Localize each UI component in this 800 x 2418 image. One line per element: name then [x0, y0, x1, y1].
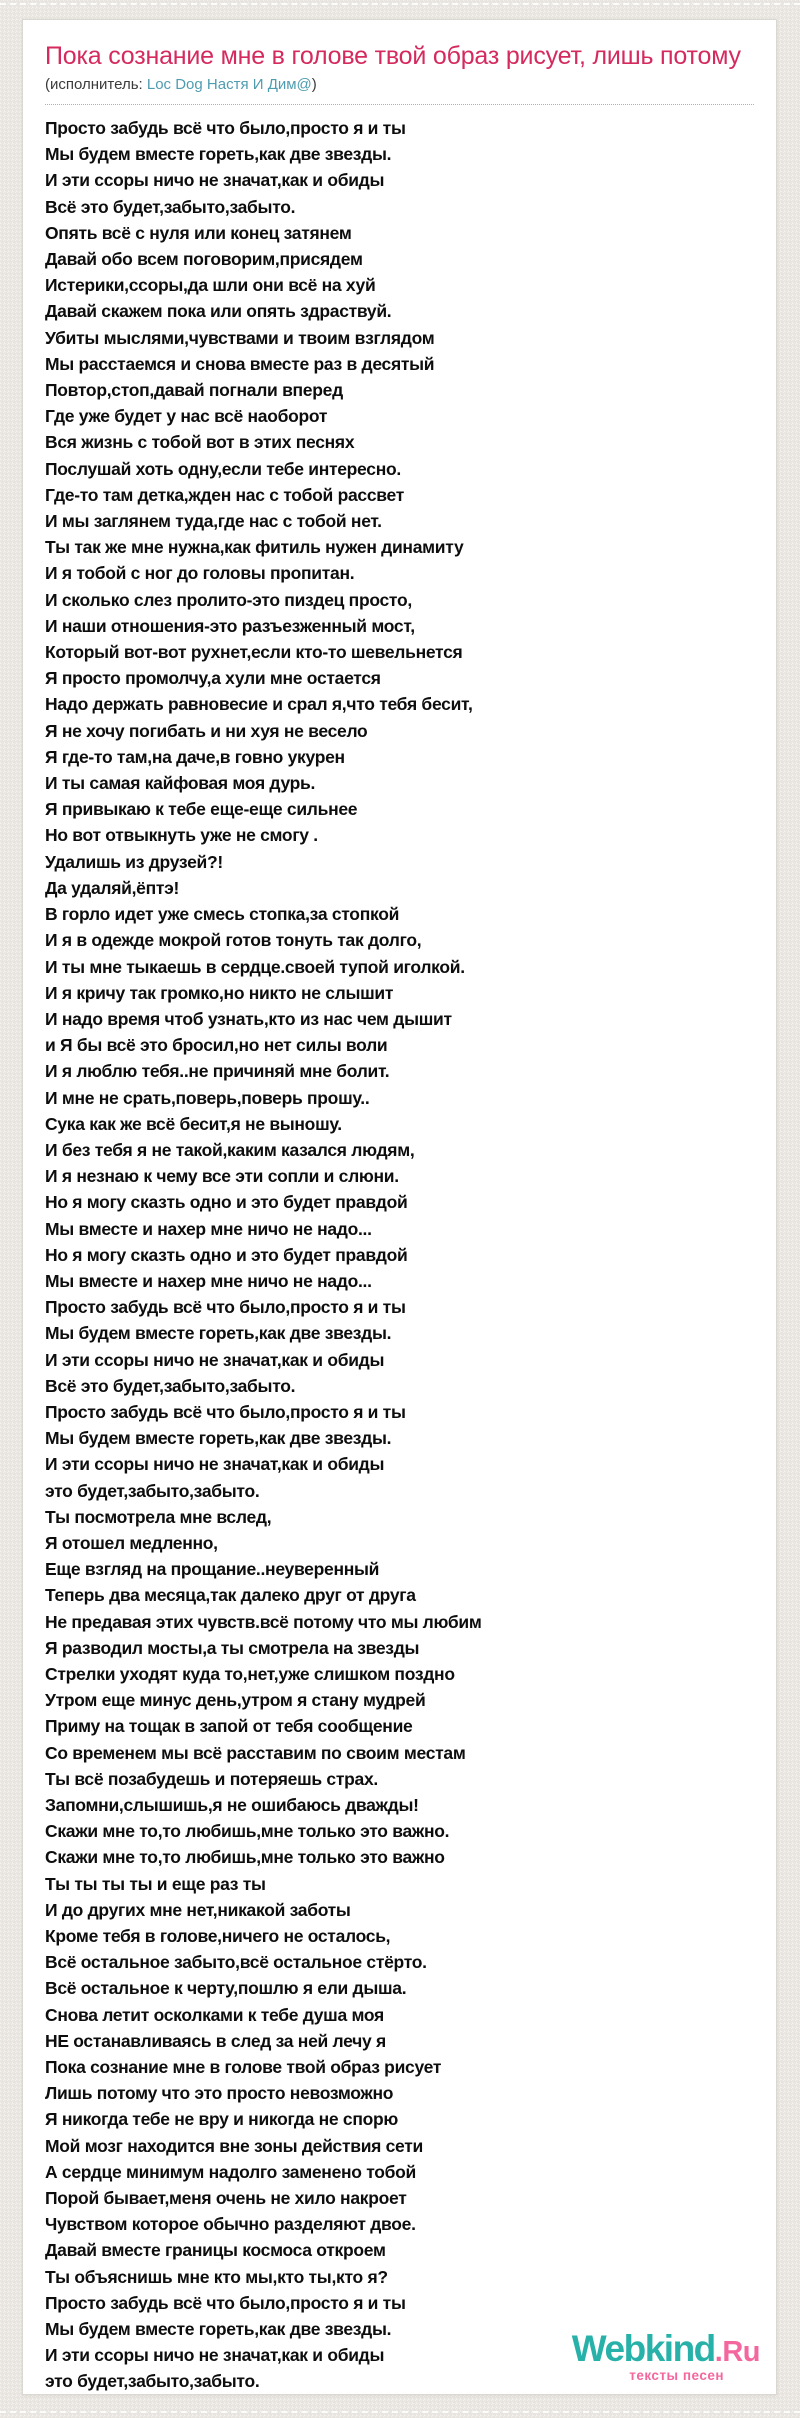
lyrics-line: И я кричу так громко,но никто не слышит	[45, 982, 394, 1003]
lyrics-line: Но я могу сказть одно и это будет правдой	[45, 1192, 408, 1213]
artist-line	[45, 75, 754, 105]
lyrics-line: И я люблю тебя..не причиняй мне болит.	[45, 1061, 390, 1082]
lyrics-line: Всё остальное забыто,всё остальное стёрто.	[45, 1952, 427, 1973]
lyrics-line: И мы заглянем туда,где нас с тобой нет.	[45, 511, 382, 532]
lyrics-line: Убиты мыслями,чувствами и твоим взглядом	[45, 327, 435, 348]
lyrics-line: Не предавая этих чувств.всё потому что мы любим	[45, 1611, 482, 1632]
artist-link[interactable]: Loc Dog Настя И Дим@	[146, 76, 312, 93]
lyrics-line: И мне не срать,поверь,поверь прошу..	[45, 1087, 370, 1108]
lyrics-line: Давай вместе границы космоса откроем	[45, 2240, 386, 2261]
lyrics-line: Надо держать равновесие и срал я,что тебя бесит,	[45, 694, 473, 715]
lyrics-line: И эти ссоры ничо не значат,как и обиды	[45, 1349, 385, 1370]
lyrics-line: Ты ты ты ты и еще раз ты	[45, 1873, 266, 1894]
lyrics-line: Ты посмотрела мне вслед,	[45, 1506, 272, 1527]
bottom-dotted-border	[0, 2411, 800, 2413]
lyrics-line: Удалишь из друзей?!	[45, 851, 223, 872]
lyrics-line: В горло идет уже смесь стопка,за стопкой	[45, 904, 400, 925]
lyrics-line: И наши отношения-это разъезженный мост,	[45, 615, 415, 636]
lyrics-line: Снова летит осколками к тебе душа моя	[45, 2004, 384, 2025]
lyrics-line: Но вот отвыкнуть уже не смогу .	[45, 825, 318, 846]
lyrics-line: Послушай хоть одну,если тебе интересно.	[45, 458, 401, 479]
lyrics-line: Просто забудь всё что было,просто я и ты	[45, 1401, 406, 1422]
top-dotted-border	[0, 3, 800, 5]
lyrics-line: И эти ссоры ничо не значат,как и обиды	[45, 2345, 385, 2366]
lyrics-line: Вся жизнь с тобой вот в этих песнях	[45, 432, 355, 453]
lyrics-line: Где-то там детка,жден нас с тобой рассвет	[45, 484, 404, 505]
lyrics-line: Ты объяснишь мне кто мы,кто ты,кто я?	[45, 2266, 388, 2287]
lyrics-line: Да удаляй,ёптэ!	[45, 877, 180, 898]
lyrics-line: Где уже будет у нас всё наоборот	[45, 406, 328, 427]
lyrics-line: Давай обо всем поговорим,присядем	[45, 249, 363, 270]
logo-tagline: тексты песен	[629, 2367, 724, 2383]
lyrics-line: И надо время чтоб узнать,кто из нас чем дышит	[45, 1008, 452, 1029]
lyrics-line: И эти ссоры ничо не значат,как и обиды	[45, 1454, 385, 1475]
content-card	[22, 19, 777, 2395]
lyrics-line: Скажи мне то,то любишь,мне только это важно	[45, 1847, 445, 1868]
lyrics-line: Порой бывает,меня очень не хило накроет	[45, 2188, 407, 2209]
lyrics-line: И ты мне тыкаешь в сердце.своей тупой иголкой.	[45, 956, 465, 977]
lyrics-line: Стрелки уходят куда то,нет,уже слишком поздно	[45, 1663, 455, 1684]
lyrics-line: Мы будем вместе гореть,как две звезды.	[45, 144, 392, 165]
lyrics-line: И до других мне нет,никакой заботы	[45, 1899, 351, 1920]
lyrics-line: И без тебя я не такой,каким казался людям,	[45, 1139, 415, 1160]
lyrics-line: Просто забудь всё что было,просто я и ты	[45, 118, 406, 138]
lyrics-line: Мы вместе и нахер мне ничо не надо...	[45, 1218, 372, 1239]
lyrics-line: Утром еще минус день,утром я стану мудрей	[45, 1690, 426, 1711]
lyrics-line: Мы расстаемся и снова вместе раз в десятый	[45, 353, 435, 374]
lyrics-line: Всё остальное к черту,пошлю я ели дыша.	[45, 1978, 407, 1999]
lyrics-line: Кроме тебя в голове,ничего не осталось,	[45, 1926, 391, 1947]
lyrics-line: это будет,забыто,забыто.	[45, 1480, 260, 1501]
lyrics-line: Мы будем вместе гореть,как две звезды.	[45, 2319, 392, 2340]
lyrics-line: Приму на тощак в запой от тебя сообщение	[45, 1716, 413, 1737]
lyrics-line: Со временем мы всё расставим по своим местам	[45, 1742, 466, 1763]
lyrics-line: Мы будем вместе гореть,как две звезды.	[45, 1428, 392, 1449]
lyrics-line: Всё это будет,забыто,забыто.	[45, 1375, 296, 1396]
lyrics-line: Мой мозг находится вне зоны действия сети	[45, 2135, 423, 2156]
lyrics-line: Давай скажем пока или опять здраствуй.	[45, 301, 392, 322]
lyrics-line: Я разводил мосты,а ты смотрела на звезды	[45, 1637, 420, 1658]
lyrics-line: Мы вместе и нахер мне ничо не надо...	[45, 1270, 372, 1291]
lyrics-line: Я просто промолчу,а хули мне остается	[45, 668, 381, 689]
footer-logo[interactable]	[571, 2327, 760, 2383]
logo-ru-text: .Ru	[714, 2335, 760, 2368]
artist-label: (исполнитель:	[45, 76, 147, 93]
lyrics-line: Скажи мне то,то любишь,мне только это важно.	[45, 1821, 450, 1842]
lyrics-line: Я где-то там,на даче,в говно укурен	[45, 746, 345, 767]
lyrics-line: И я незнаю к чему все эти сопли и слюни.	[45, 1166, 399, 1187]
lyrics-line: Повтор,стоп,давай погнали вперед	[45, 380, 343, 401]
lyrics-line: Просто забудь всё что было,просто я и ты	[45, 1297, 406, 1318]
lyrics-line: И я тобой с ног до головы пропитан.	[45, 563, 355, 584]
lyrics-line: Запомни,слышишь,я не ошибаюсь дважды!	[45, 1795, 419, 1815]
lyrics-line: И ты самая кайфовая моя дурь.	[45, 773, 316, 794]
lyrics-line: Чувством которое обычно разделяют двое.	[45, 2214, 416, 2235]
lyrics-line: Ты всё позабудешь и потеряешь страх.	[45, 1768, 378, 1789]
lyrics-line: Который вот-вот рухнет,если кто-то шевельнется	[45, 642, 463, 663]
lyrics-line: Теперь два месяца,так далеко друг от друга	[45, 1585, 416, 1606]
lyrics-line: Всё это будет,забыто,забыто.	[45, 196, 296, 217]
lyrics-line: Опять всё с нуля или конец затянем	[45, 222, 352, 243]
lyrics-line: Я никогда тебе не вру и никогда не спорю	[45, 2109, 399, 2130]
lyrics-line: Сука как же всё бесит,я не выношу.	[45, 1113, 342, 1134]
lyrics-line: и Я бы всё это бросил,но нет силы воли	[45, 1035, 388, 1056]
lyrics-line: Лишь потому что это просто невозможно	[45, 2083, 394, 2104]
lyrics-line: Мы будем вместе гореть,как две звезды.	[45, 1323, 392, 1344]
logo-wordmark	[571, 2327, 760, 2369]
lyrics-line: И я в одежде мокрой готов тонуть так долго,	[45, 930, 422, 951]
lyrics-line: Еще взгляд на прощание..неуверенный	[45, 1559, 380, 1580]
lyrics-line: Я привыкаю к тебе еще-еще сильнее	[45, 799, 358, 820]
lyrics-line: И сколько слез пролито-это пиздец просто,	[45, 589, 412, 610]
lyrics-line: Я отошел медленно,	[45, 1532, 218, 1553]
logo-webkind-text: Webkind	[571, 2327, 715, 2369]
lyrics-line: это будет,забыто,забыто.	[45, 2371, 260, 2392]
lyrics-line: Я не хочу погибать и ни хуя не весело	[45, 720, 368, 741]
lyrics-line: Просто забудь всё что было,просто я и ты	[45, 2292, 406, 2313]
lyrics-line: НЕ останавливаясь в след за ней лечу я	[45, 2030, 386, 2051]
lyrics-line: Истерики,ссоры,да шли они всё на хуй	[45, 275, 376, 296]
lyrics-line: Но я могу сказть одно и это будет правдой	[45, 1244, 408, 1265]
page-title: Пока сознание мне в голове твой образ рисует, лишь потому	[45, 42, 741, 70]
lyrics-line: И эти ссоры ничо не значат,как и обиды	[45, 170, 385, 191]
lyrics-text	[45, 115, 754, 2395]
lyrics-line: Пока сознание мне в голове твой образ рисует	[45, 2057, 442, 2078]
artist-label-suffix: )	[311, 76, 317, 93]
lyrics-line: Ты так же мне нужна,как фитиль нужен динамиту	[45, 537, 464, 558]
lyrics-line: А сердце минимум надолго заменено тобой	[45, 2161, 417, 2182]
